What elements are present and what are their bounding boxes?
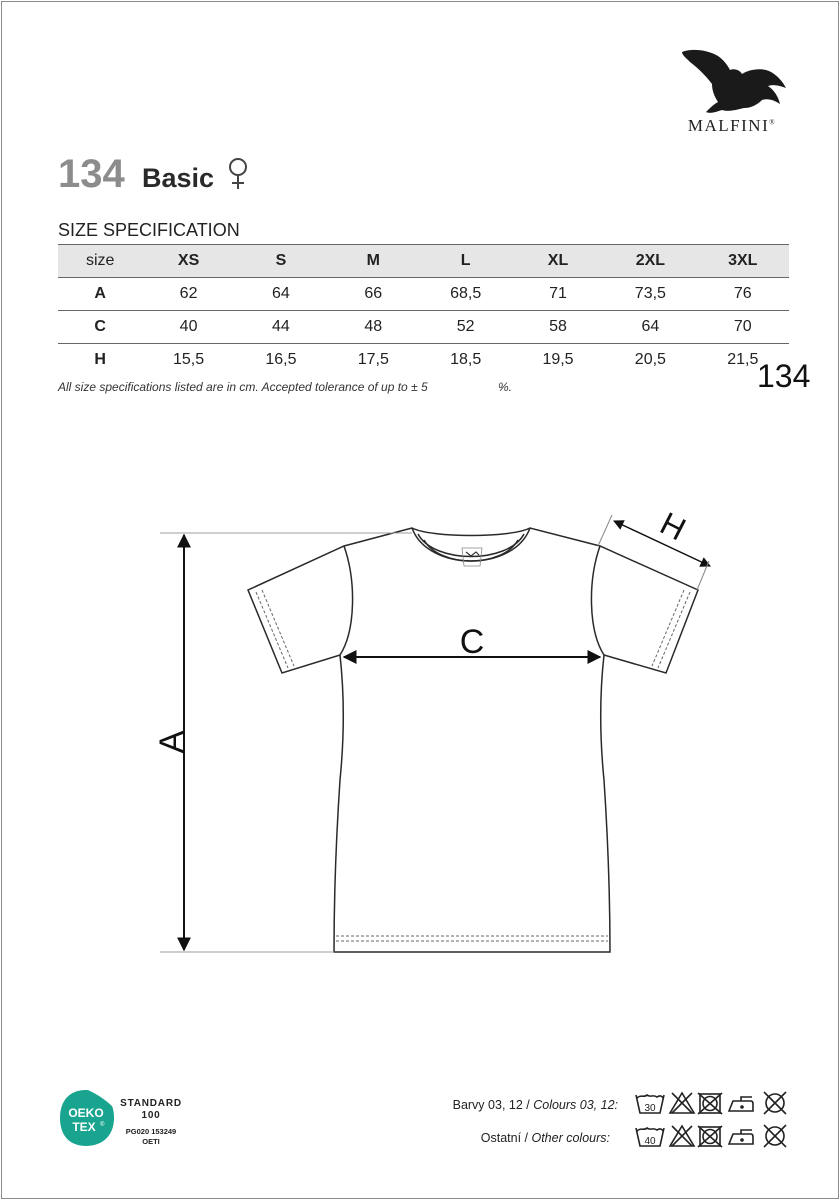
no-dry-clean-icon bbox=[764, 1125, 786, 1147]
section-title: SIZE SPECIFICATION bbox=[58, 220, 240, 240]
tex-mark: ® bbox=[100, 1122, 105, 1128]
column-header: L bbox=[419, 245, 511, 278]
colours-line bbox=[453, 1098, 618, 1112]
tex-label: TEX bbox=[72, 1120, 96, 1134]
table-cell: 19,5 bbox=[542, 351, 574, 368]
column-header: 2XL bbox=[604, 245, 696, 278]
care-symbols-row-2 bbox=[634, 1122, 794, 1150]
table-cell: 76 bbox=[733, 285, 752, 302]
table-cell: 64 bbox=[641, 318, 660, 335]
dimension-guide bbox=[697, 561, 709, 590]
wash-40-icon bbox=[636, 1128, 664, 1147]
table-cell: 16,5 bbox=[265, 351, 297, 368]
colours-cz-label: Barvy 03, 12 / bbox=[452, 1098, 530, 1112]
row-label: C bbox=[94, 318, 106, 335]
table-cell: 17,5 bbox=[357, 351, 389, 368]
table-cell: 71 bbox=[549, 285, 567, 302]
table-cell: 64 bbox=[272, 285, 290, 302]
no-dry-clean-icon bbox=[764, 1092, 786, 1114]
tshirt-outline bbox=[248, 528, 698, 952]
table-cell: 48 bbox=[364, 318, 383, 335]
no-bleach-icon bbox=[670, 1126, 694, 1146]
tolerance-note-end: %. bbox=[498, 380, 513, 394]
dimension-h-label: H bbox=[654, 504, 692, 548]
column-header: XL bbox=[512, 245, 604, 278]
oeko-tex-logo bbox=[58, 1088, 114, 1148]
wash-temp-label: 40 bbox=[644, 1136, 656, 1147]
product-name: Basic bbox=[142, 163, 215, 193]
tolerance-note: All size specifications listed are in cm. Accepted tolerance of up to ± 5 bbox=[58, 380, 428, 394]
certificate-institute: OETI bbox=[142, 1137, 160, 1146]
overlay-product-code: 134 bbox=[757, 358, 811, 394]
standard-label: STANDARD bbox=[120, 1098, 182, 1109]
brand-name: MALFINI® bbox=[687, 116, 777, 135]
other-cz-label: Ostatní / bbox=[480, 1131, 528, 1145]
table-cell: 52 bbox=[456, 318, 475, 335]
no-tumble-dry-icon bbox=[698, 1126, 722, 1147]
wash-temp-label: 30 bbox=[644, 1103, 656, 1114]
care-symbols-row-1 bbox=[634, 1089, 794, 1117]
table-cell: 20,5 bbox=[634, 351, 666, 368]
row-label: H bbox=[94, 351, 106, 368]
column-header: S bbox=[235, 245, 327, 278]
wash-30-icon bbox=[636, 1095, 664, 1114]
table-cell: 70 bbox=[733, 318, 752, 335]
column-header: size bbox=[58, 245, 142, 278]
table-cell: 15,5 bbox=[173, 351, 205, 368]
table-cell: 62 bbox=[179, 285, 198, 302]
table-cell: 21,5 bbox=[727, 351, 759, 368]
other-en-label: Other colours: bbox=[531, 1131, 610, 1145]
certificate-id: PG020 153249 bbox=[125, 1127, 177, 1136]
other-colours-line bbox=[481, 1131, 610, 1145]
dimension-guide bbox=[598, 515, 612, 546]
dimension-a-label: A bbox=[153, 730, 191, 754]
table-cell: 18,5 bbox=[450, 351, 482, 368]
iron-low-icon bbox=[729, 1097, 753, 1111]
column-header: M bbox=[327, 245, 419, 278]
table-cell: 44 bbox=[272, 318, 290, 335]
column-header: XS bbox=[142, 245, 234, 278]
oeko-label: OEKO bbox=[68, 1106, 104, 1120]
colours-en-label: Colours 03, 12: bbox=[533, 1098, 618, 1112]
column-header: 3XL bbox=[697, 245, 789, 278]
no-tumble-dry-icon bbox=[698, 1093, 722, 1114]
table-cell: 68,5 bbox=[450, 285, 482, 302]
product-code: 134 bbox=[58, 152, 125, 196]
table-cell: 40 bbox=[179, 318, 198, 335]
row-label: A bbox=[94, 285, 106, 302]
dimension-c-label: C bbox=[459, 623, 485, 661]
iron-low-icon bbox=[729, 1130, 753, 1144]
table-cell: 73,5 bbox=[634, 285, 666, 302]
table-cell: 58 bbox=[549, 318, 567, 335]
no-bleach-icon bbox=[670, 1093, 694, 1113]
table-cell: 66 bbox=[364, 285, 383, 302]
standard-number: 100 bbox=[141, 1110, 161, 1121]
